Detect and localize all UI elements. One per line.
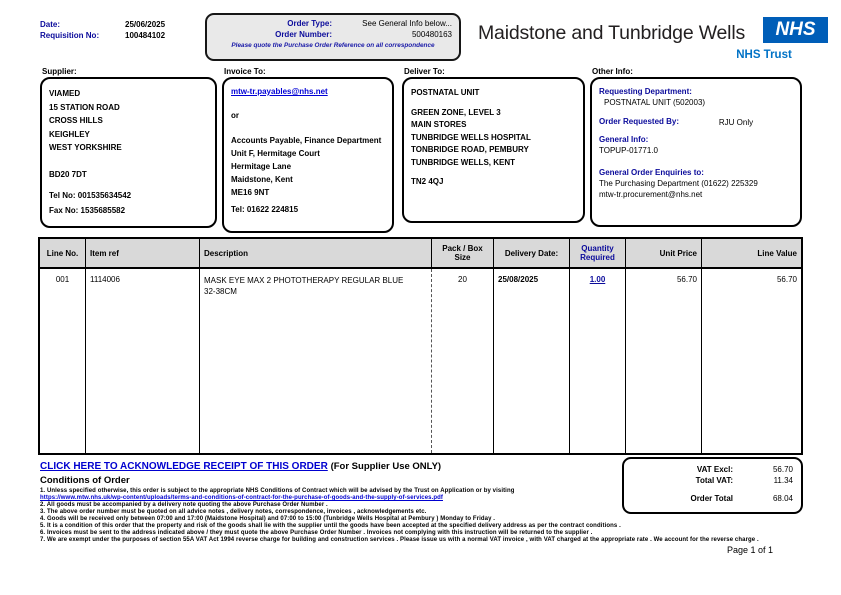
supplier-panel — [40, 77, 217, 228]
supplier-address: CROSS HILLS — [49, 116, 103, 125]
supplier-address-spacer — [49, 155, 208, 169]
acknowledge-line — [40, 461, 600, 472]
order-total-label: Order Total — [690, 494, 733, 503]
order-total-value: 68.04 — [772, 494, 793, 503]
order-type-label: Order Type: — [287, 19, 332, 28]
supplier-use-note: (For Supplier Use ONLY) — [330, 461, 442, 472]
supplier-address: WEST YORKSHIRE — [49, 143, 122, 152]
deliver-section-label: Deliver To: — [404, 67, 445, 76]
header-item-ref: Item ref — [86, 239, 200, 267]
requisition-value: 100484102 — [125, 31, 166, 40]
table-header-row — [40, 239, 801, 269]
invoice-address: Maidstone, Kent — [231, 175, 293, 184]
conditions-url-link[interactable]: https://www.mtw.nhs.uk/wp-content/uploads/terms-and-conditions-of-contract-for-the-purchase-of-goods-and-the-supply-of-services.pdf — [40, 495, 443, 501]
requesting-department-value: POSTNATAL UNIT (502003) — [604, 98, 706, 107]
order-info-box — [205, 13, 461, 61]
trust-subtitle: NHS Trust — [736, 49, 792, 61]
procurement-email-link[interactable]: mtw-tr.procurement@nhs.net — [599, 190, 703, 199]
header-line-value: Line Value — [757, 248, 797, 258]
condition-4: 4. Goods will be received only between 07:00 and 17:00 (Maidstone Hospital) and 07:00 to 15:00 (Tunbridge Wells Hospital at Pembury ) Monday to Friday . — [40, 516, 496, 522]
cell-unit-price: 56.70 — [626, 269, 702, 453]
supplier-fax: Fax No: 1535685582 — [49, 206, 126, 215]
delivery-address: TUNBRIDGE WELLS, KENT — [411, 157, 515, 167]
cell-quantity — [570, 269, 626, 453]
order-requested-by-label: Order Requested By: — [599, 117, 680, 126]
order-requested-by-value: RJU Only — [718, 118, 754, 127]
requesting-department-label: Requesting Department: — [599, 87, 692, 96]
page-number: Page 1 of 1 — [726, 545, 774, 555]
cell-item-ref: 1114006 — [86, 269, 200, 453]
order-reference-note: Please quote the Purchase Order Reference on all correspondence — [231, 42, 435, 49]
delivery-address: GREEN ZONE, LEVEL 3 — [411, 107, 501, 117]
delivery-unit: POSTNATAL UNIT — [411, 88, 480, 97]
cell-delivery-date: 25/08/2025 — [494, 269, 570, 453]
description-line-2: 32-38CM — [204, 287, 237, 296]
order-items-table — [38, 237, 803, 455]
supplier-tel: Tel No: 001535634542 — [49, 191, 132, 200]
header-quantity-required: Quantity Required — [570, 239, 626, 267]
conditions-title: Conditions of Order — [40, 475, 130, 486]
table-row — [40, 269, 801, 453]
total-vat-label: Total VAT: — [695, 476, 733, 485]
header-delivery-date: Delivery Date: — [494, 239, 570, 267]
supplier-postcode: BD20 7DT — [49, 170, 87, 179]
general-info-label: General Info: — [599, 135, 649, 144]
date-label: Date: — [40, 20, 61, 29]
invoice-address: Unit F, Hermitage Court — [231, 149, 320, 158]
vat-excl-value: 56.70 — [772, 465, 793, 474]
invoice-address: Hermitage Lane — [231, 162, 292, 171]
invoice-section-label: Invoice To: — [224, 67, 266, 76]
description-line-1: MASK EYE MAX 2 PHOTOTHERAPY REGULAR BLUE — [204, 276, 404, 285]
invoice-address: Accounts Payable, Finance Department — [231, 136, 382, 145]
conditions-text — [40, 488, 804, 544]
other-info-section-label: Other Info: — [592, 67, 633, 76]
invoice-to-panel — [222, 77, 394, 233]
enquiries-department: The Purchasing Department (01622) 225329 — [599, 179, 758, 188]
trust-name: Maidstone and Tunbridge Wells — [478, 22, 746, 44]
supplier-address: 15 STATION ROAD — [49, 102, 120, 112]
cell-line-value: 56.70 — [776, 275, 797, 284]
quantity-required-link[interactable]: 1.00 — [589, 275, 606, 284]
header-description: Description — [200, 239, 432, 267]
invoice-or-text: or — [231, 111, 239, 120]
condition-2: 2. All goods must be accompanied by a delivery note quoting the above Purchase Order Number . — [40, 502, 328, 508]
header-pack-box-size: Pack / Box Size — [432, 239, 494, 267]
cell-pack-box-size: 20 — [432, 269, 494, 453]
vat-excl-label: VAT Excl: — [696, 465, 733, 474]
invoice-address: ME16 9NT — [231, 188, 270, 197]
order-number-value: 500480163 — [411, 30, 452, 39]
condition-7: 7. We are exempt under the purposes of section 55A VAT Act 1994 reverse charge for building and construction services . Please issue us with a normal VAT invoice , with VAT charged at the appropriate rate . We account for the reverse charge . — [40, 537, 759, 543]
nhs-logo: NHS — [763, 17, 828, 43]
order-type-value: See General Info below... — [362, 19, 452, 28]
header-line-no: Line No. — [40, 239, 86, 267]
delivery-address: TUNBRIDGE WELLS HOSPITAL — [411, 132, 531, 142]
condition-1: 1. Unless specified otherwise, this order is subject to the appropriate NHS Conditions of Contract which will be advised by the Trust on Application or by visiting — [40, 488, 515, 494]
payables-email-link[interactable]: mtw-tr.payables@nhs.net — [231, 87, 328, 96]
invoice-tel: Tel: 01622 224815 — [231, 205, 299, 214]
condition-5: 5. It is a condition of this order that the property and risk of the goods shall lie with the supplier until the goods have been accepted at the specified delivery address as per the contract conditions . — [40, 523, 621, 529]
condition-3: 3. The above order number must be quoted on all advice notes , delivery notes, correspondence, invoices , acknowledgements etc. — [40, 509, 427, 515]
requisition-label: Requisition No: — [40, 31, 100, 40]
general-info-value: TOPUP-01771.0 — [599, 146, 658, 155]
delivery-address: TONBRIDGE ROAD, PEMBURY — [411, 145, 529, 154]
general-order-enquiries-label: General Order Enquiries to: — [599, 168, 704, 177]
other-info-panel — [590, 77, 802, 227]
delivery-address: MAIN STORES — [411, 120, 467, 129]
cell-description — [200, 269, 432, 453]
cell-line-no: 001 — [40, 269, 86, 453]
delivery-postcode: TN2 4QJ — [411, 177, 444, 186]
header-unit-price: Unit Price — [626, 239, 702, 267]
deliver-to-panel — [402, 77, 585, 223]
total-vat-value: 11.34 — [773, 476, 793, 485]
order-number-label: Order Number: — [275, 30, 332, 39]
supplier-address: KEIGHLEY — [49, 129, 90, 139]
supplier-name: VIAMED — [49, 89, 81, 98]
condition-6: 6. Invoices must be sent to the address indicated above / they must quote the above Purchase Order Number . Invoices not complying with this instruction will be returned to the supplier . — [40, 530, 593, 536]
acknowledge-receipt-link[interactable]: CLICK HERE TO ACKNOWLEDGE RECEIPT OF THIS ORDER — [40, 461, 328, 472]
date-value: 25/06/2025 — [125, 20, 166, 29]
supplier-section-label: Supplier: — [42, 67, 77, 76]
